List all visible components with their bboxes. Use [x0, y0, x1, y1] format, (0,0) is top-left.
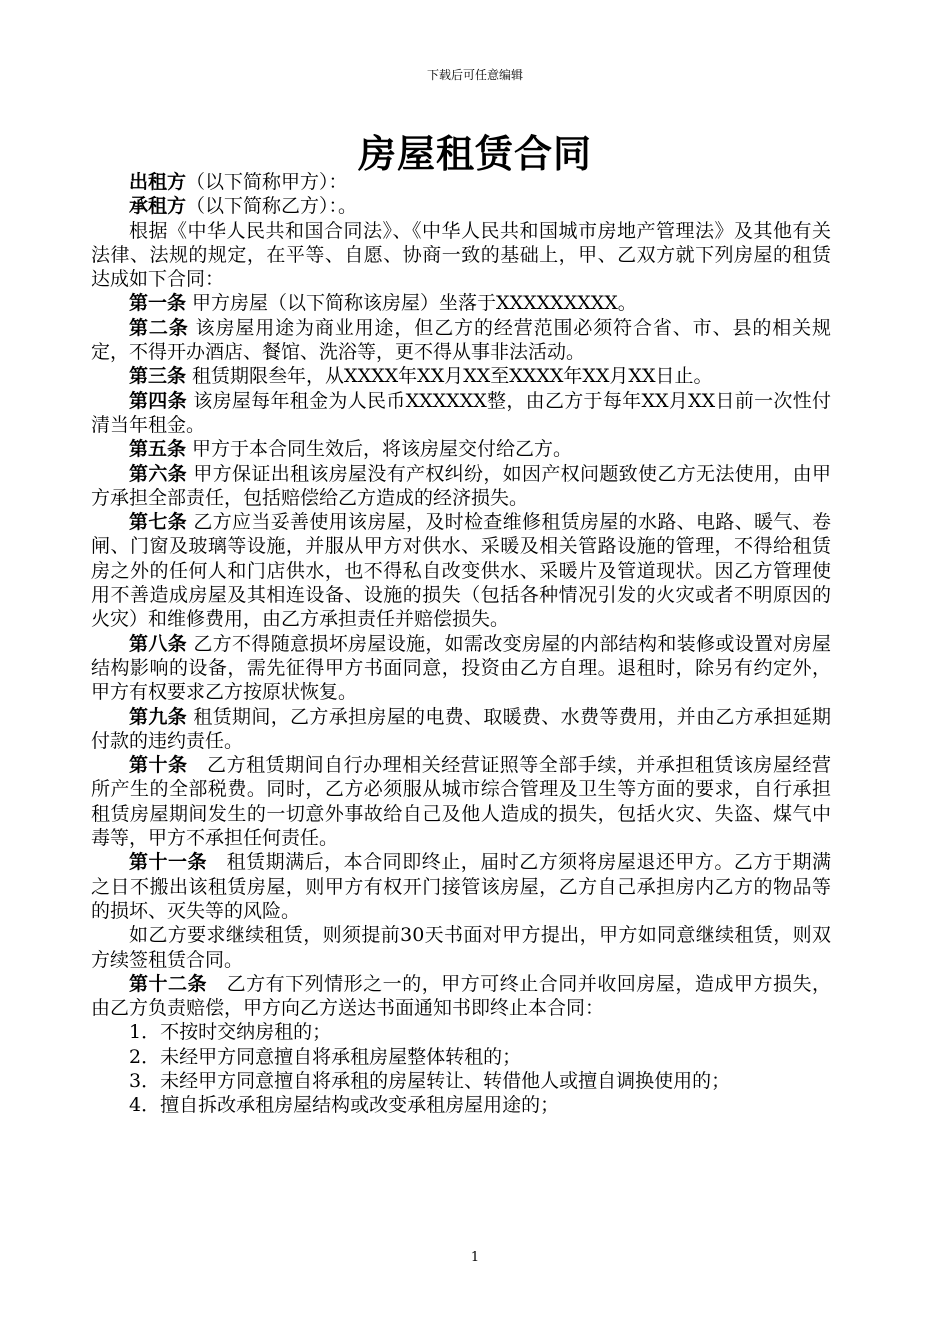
article-text: 乙方不得随意损坏房屋设施，如需改变房屋的内部结构和装修或设置对房屋结构影响的设备，需先征得甲方书面同意，投资由乙方自理。退租时，除另有约定外，甲方有权要求乙方按原状恢复。 [91, 632, 831, 704]
article-2 [91, 316, 831, 365]
article-text: 租赁期满后，本合同即终止，届时乙方须将房屋退还甲方。乙方于期满之日不搬出该租赁房屋，则甲方有权开门接管该房屋，乙方自己承担房内乙方的物品等的损坏、灭失等的风险。 [91, 851, 831, 922]
article-9 [91, 705, 831, 754]
page-number: 1 [470, 1250, 480, 1265]
article-label: 第三条 [129, 365, 187, 388]
list-item: 2．未经甲方同意擅自将承租房屋整体转租的； [129, 1045, 522, 1068]
article-6 [91, 462, 831, 511]
article-label: 第二条 [129, 316, 189, 339]
article-text: 租赁期限叁年，从XXXX年XX月XX至XXXX年XX月XX日止。 [186, 365, 713, 388]
party-b-line [91, 194, 831, 218]
article-3 [91, 364, 831, 388]
contract-body [91, 170, 831, 1118]
party-a-text: （以下简称甲方）： [186, 171, 348, 193]
article-label: 第十二条 [129, 972, 208, 995]
party-b-text: （以下简称乙方）：。 [186, 195, 358, 218]
article-10 [91, 753, 831, 850]
article-text: 甲方房屋（以下简称该房屋）坐落于XXXXXXXXX。 [186, 292, 637, 315]
article-1 [91, 291, 831, 315]
article-text: 该房屋用途为商业用途，但乙方的经营范围必须符合省、市、县的相关规定，不得开办酒店、餐馆、洗浴等，更不得从事非法活动。 [91, 316, 831, 364]
article-label: 第九条 [129, 705, 187, 728]
page-header: 下载后可任意编辑 [426, 68, 523, 82]
party-a-label: 出租方 [129, 171, 187, 193]
article-label: 第六条 [129, 462, 187, 485]
renewal-paragraph: 如乙方要求继续租赁，则须提前30天书面对甲方提出，甲方如同意继续租赁，则双方续签租赁合同。 [91, 924, 831, 971]
document-title: 房屋租赁合同 [357, 132, 592, 176]
list-item: 3．未经甲方同意擅自将承租的房屋转让、转借他人或擅自调换使用的； [129, 1069, 731, 1092]
article-text: 乙方应当妥善使用该房屋，及时检查维修租赁房屋的水路、电路、暖气、卷闸、门窗及玻璃等设施，并服从甲方对供水、采暖及相关管路设施的管理，不得给租赁房之外的任何人和门店供水，也不得私自改变供水、采暖片及管道现状。因乙方管理使用不善造成房屋及其相连设备、设施的损失（包括各种情况引发的火灾或者不明原因的火灾）和维修费用，由乙方承担责任并赔偿损失。 [91, 511, 831, 631]
party-b-label: 承租方 [129, 195, 187, 218]
article-label: 第四条 [129, 389, 187, 412]
article-text: 租赁期间，乙方承担房屋的电费、取暖费、水费等费用，并由乙方承担延期付款的违约责任。 [91, 705, 831, 752]
party-a-line [91, 170, 831, 194]
article-text: 甲方保证出租该房屋没有产权纠纷，如因产权问题致使乙方无法使用，由甲方承担全部责任，包括赔偿给乙方造成的经济损失。 [91, 462, 831, 509]
intro-paragraph: 根据《中华人民共和国合同法》、《中华人民共和国城市房地产管理法》及其他有关法律、法规的规定，在平等、自愿、协商一致的基础上，甲、乙双方就下列房屋的租赁达成如下合同： [91, 219, 831, 291]
article-11 [91, 850, 831, 923]
article-8 [91, 632, 831, 705]
article-text: 乙方租赁期间自行办理相关经营证照等全部手续，并承担租赁该房屋经营所产生的全部税费。同时，乙方必须服从城市综合管理及卫生等方面的要求，自行承担租赁房屋期间发生的一切意外事故给自己及他人造成的损失，包括火灾、失盗、煤气中毒等，甲方不承担任何责任。 [91, 754, 831, 850]
article-text: 甲方于本合同生效后，将该房屋交付给乙方。 [186, 438, 573, 461]
article-label: 第七条 [129, 511, 187, 534]
article-label: 第十一条 [129, 851, 208, 874]
article-label: 第八条 [129, 632, 187, 655]
article-5 [91, 437, 831, 461]
article-text: 该房屋每年租金为人民币XXXXXX整，由乙方于每年XX月XX日前一次性付清当年租金。 [91, 389, 831, 436]
article-7 [91, 510, 831, 631]
article-label: 第五条 [129, 438, 187, 461]
article-text: 乙方有下列情形之一的，甲方可终止合同并收回房屋，造成甲方损失，由乙方负责赔偿，甲方向乙方送达书面通知书即终止本合同： [91, 972, 831, 1020]
list-item: 1．不按时交纳房租的； [129, 1021, 332, 1044]
list-item: 4．擅自拆改承租房屋结构或改变承租房屋用途的； [129, 1094, 560, 1117]
article-label: 第十条 [129, 754, 188, 777]
article-12 [91, 972, 831, 1021]
article-4 [91, 389, 831, 438]
article-label: 第一条 [129, 292, 187, 315]
